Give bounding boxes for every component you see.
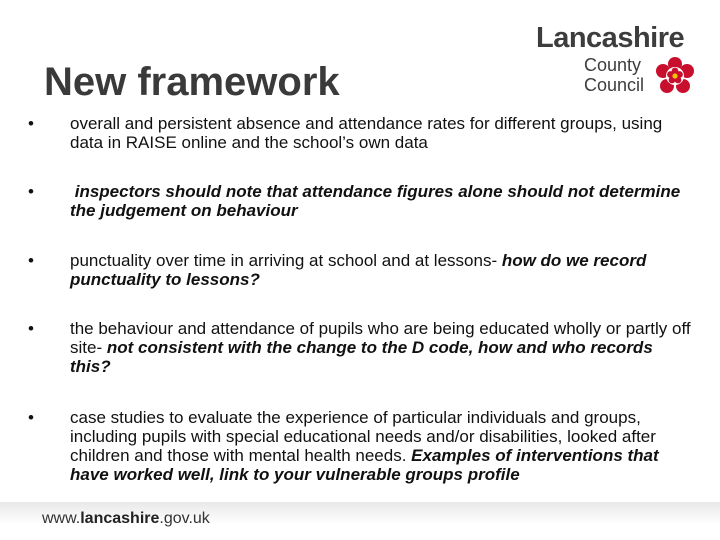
list-item xyxy=(28,319,698,376)
slide-title: New framework xyxy=(44,60,340,104)
url-brand: lancashire xyxy=(80,510,160,527)
bullet-emphasis: inspectors should note that attendance figures alone should not determine the judgement on behaviour xyxy=(70,182,685,220)
url-prefix: www. xyxy=(42,510,81,527)
bullet-list xyxy=(28,114,698,484)
bullet-emphasis: Examples of interventions that have worked well, link to your vulnerable groups profile xyxy=(70,446,659,484)
bullet-text: overall and persistent absence and attendance rates for different groups, using data in RAISE online and the school’s own data xyxy=(70,114,663,152)
logo-line-county: County xyxy=(584,55,642,75)
bullet-emphasis: how do we record punctuality to lessons? xyxy=(70,251,647,289)
list-item xyxy=(28,408,698,484)
logo-brand-text: Lancashire xyxy=(536,22,685,54)
bullet-text: punctuality over time in arriving at school and at lessons- xyxy=(70,251,502,270)
bullet-dot: • xyxy=(28,408,34,427)
list-item xyxy=(28,114,698,152)
bullet-dot: • xyxy=(28,319,34,338)
list-item xyxy=(28,182,698,220)
logo-line-council: Council xyxy=(584,75,645,95)
list-item xyxy=(28,251,698,289)
bullet-dot: • xyxy=(28,114,34,133)
bullet-emphasis: not consistent with the change to the D code, how and who records this? xyxy=(70,338,653,376)
lancashire-logo xyxy=(532,22,694,100)
bullet-text: case studies to evaluate the experience of particular individuals and groups, including pupils with special educational needs and/or disabilities, looked after children and those with mental health needs. xyxy=(70,408,656,465)
footer-url xyxy=(42,510,210,528)
bullet-dot: • xyxy=(28,251,34,270)
red-rose-icon xyxy=(654,56,696,98)
bullet-text: the behaviour and attendance of pupils who are being educated wholly or partly off site- xyxy=(70,319,691,357)
bullet-dot: • xyxy=(28,182,34,201)
url-suffix: .gov.uk xyxy=(159,510,210,527)
